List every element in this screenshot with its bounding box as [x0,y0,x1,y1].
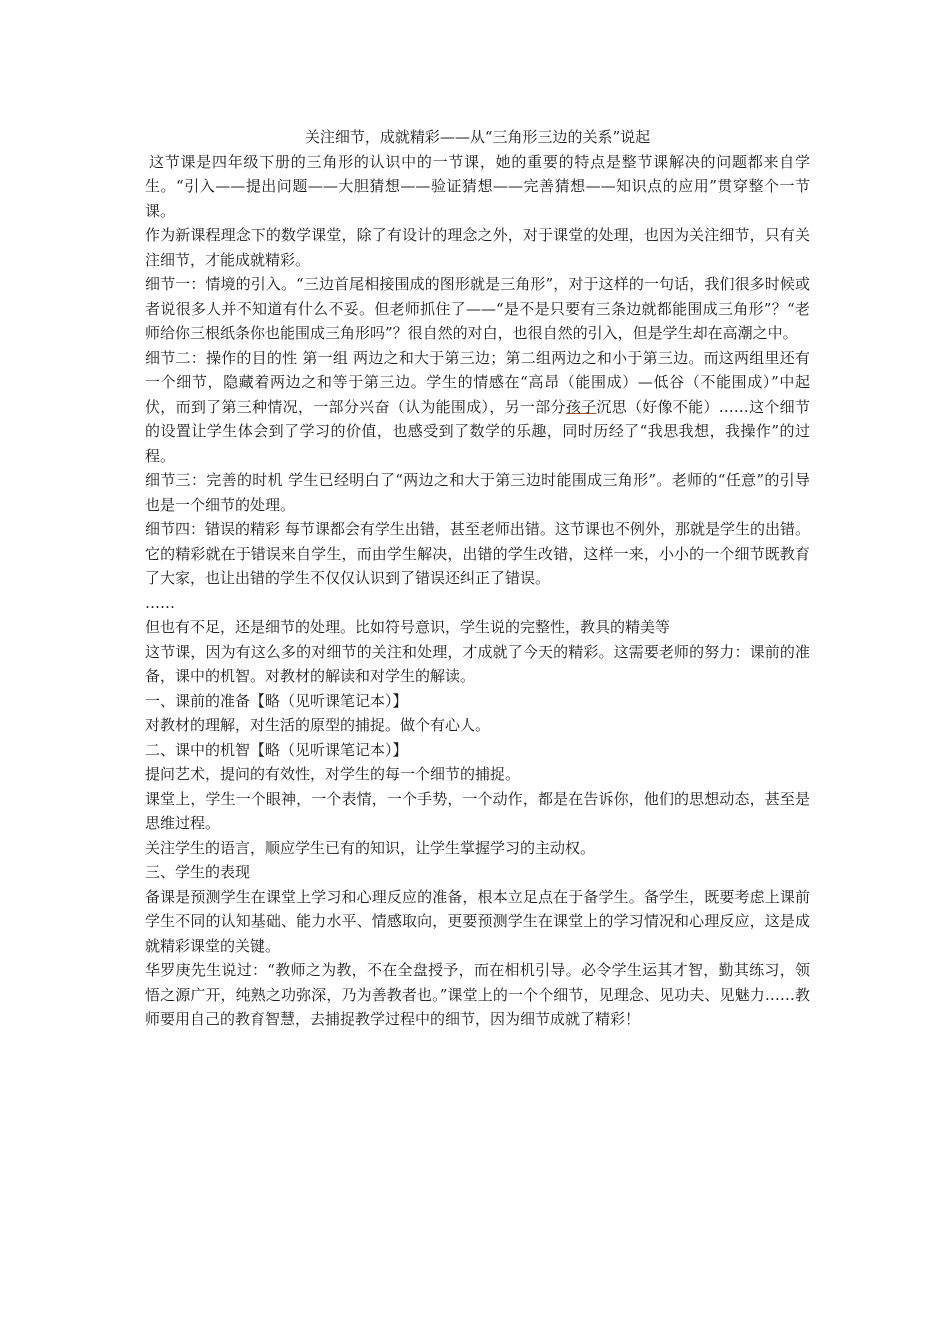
section-heading-2: 二、课中的机智【略（见听课笔记本）】 [145,740,408,759]
paragraph-quote: 华罗庚先生说过：“教师之为教，不在全盘授予，而在相机引导。必令学生运其才智，勤其练习，领悟之源广开，纯熟之功弥深，乃为善教者也。”课堂上的一个个细节，见理念、见功夫、见魅力……教师要用自己的教育智慧，去捕捉教学过程中的细节，因为细节成就了精彩！ [145,961,810,1028]
paragraph-section-2c: 关注学生的语言，顺应学生已有的知识，让学生掌握学习的主动权。 [145,838,596,857]
document-body [145,125,810,1032]
section-heading-3: 三、学生的表现 [145,863,251,881]
paragraph-section-2b: 课堂上，学生一个眼神，一个表情，一个手势，一个动作，都是在告诉你，他们的思想动态，甚至是思维过程。 [145,789,810,832]
paragraph-detail-3: 细节三：完善的时机 学生已经明白了“两边之和大于第三边时能围成三角形”。老师的“任意”的引导也是一个细节的处理。 [145,471,810,514]
paragraph-section-2a: 提问艺术，提问的有效性，对学生的每一个细节的捕捉。 [145,765,521,783]
paragraph-shortcomings: 但也有不足，还是细节的处理。比如符号意识，学生说的完整性，教具的精美等 [145,618,671,636]
paragraph-detail-2 [145,346,810,469]
paragraph-section-1: 对教材的理解，对生活的原型的捕捉。做个有心人。 [145,716,491,734]
underlined-word: 孩子 [565,397,597,416]
detail-2-text-a: 细节二：操作的目的性 第一组 两边之和大于第三边；第二组两边之和小于第三边。而这两组里还有一个细节，隐藏着两边之和等于第三边。学生的情感在“高昂（能围成）—低谷（不能围成）”中起伏，而到了第三种情况，一部分兴奋（认为能围成），另一部分 [145,348,810,416]
section-heading-1: 一、课前的准备【略（见听课笔记本）】 [145,691,408,710]
paragraph-summary: 这节课，因为有这么多的对细节的关注和处理，才成就了今天的精彩。这需要老师的努力：课前的准备，课中的机智。对教材的解读和对学生的解读。 [145,642,810,685]
paragraph-ellipsis: …… [145,593,175,612]
detail-2-text-b: 沉思（好像不能）……这个细节的设置让学生体会到了学习的价值，也感受到了数学的乐趣，同时历经了“我思我想，我操作”的过程。 [145,397,810,465]
paragraph-detail-1: 细节一：情境的引入。“三边首尾相接围成的图形就是三角形”，对于这样的一句话，我们很多时候或者说很多人并不知道有什么不妥。但老师抓住了——“是不是只要有三条边就都能围成三角形”？“老师给你三根纸条你也能围成三角形吗”？很自然的对白，也很自然的引入，但是学生却在高潮之中。 [145,275,810,342]
paragraph-section-3: 备课是预测学生在课堂上学习和心理反应的准备，根本立足点在于备学生。备学生，既要考虑上课前学生不同的认知基础、能力水平、情感取向，更要预测学生在课堂上的学习情况和心理反应，这是成就精彩课堂的关键。 [145,887,810,955]
paragraph-intro: 这节课是四年级下册的三角形的认识中的一节课，她的重要的特点是整节课解决的问题都来自学生。“引入——提出问题——大胆猜想——验证猜想——完善猜想——知识点的应用”贯穿整个一节课。 [145,152,810,220]
paragraph-concept: 作为新课程理念下的数学课堂，除了有设计的理念之外，对于课堂的处理，也因为关注细节，只有关注细节，才能成就精彩。 [145,226,810,269]
document-title: 关注细节，成就精彩——从“三角形三边的关系”说起 [304,128,651,146]
paragraph-detail-4: 细节四：错误的精彩 每节课都会有学生出错，甚至老师出错。这节课也不例外，那就是学生的出错。它的精彩就在于错误来自学生，而由学生解决，出错的学生改错，这样一来，小小的一个细节既教育了大家，也让出错的学生不仅仅认识到了错误还纠正了错误。 [145,520,810,587]
